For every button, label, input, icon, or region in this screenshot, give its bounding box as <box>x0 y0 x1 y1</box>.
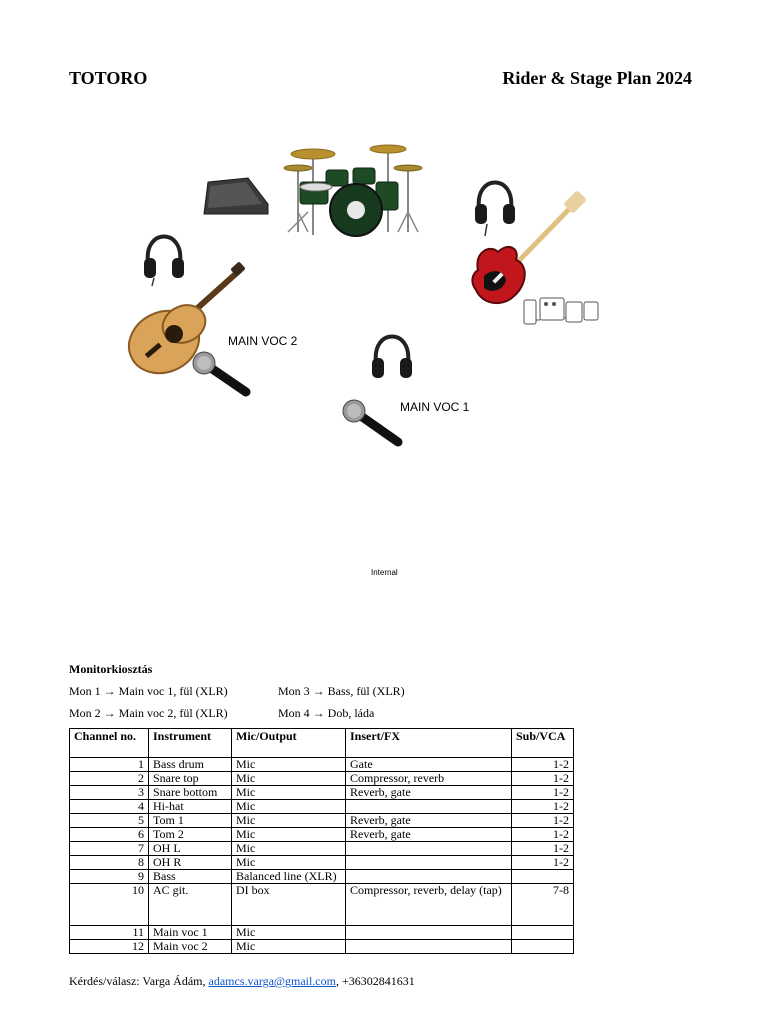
sub-vca-cell: 1-2 <box>512 800 574 814</box>
instrument-cell: Bass drum <box>149 758 232 772</box>
channel-table-header <box>70 729 574 758</box>
table-row <box>70 842 574 856</box>
main-voc-1-label: MAIN VOC 1 <box>400 400 470 414</box>
mic-output-cell: Mic <box>232 926 346 940</box>
instrument-cell: Main voc 2 <box>149 940 232 954</box>
insert-fx-cell <box>346 856 512 870</box>
mic-output-cell: Mic <box>232 856 346 870</box>
insert-fx-cell <box>346 842 512 856</box>
header-instrument: Instrument <box>149 729 232 758</box>
instrument-cell: Bass <box>149 870 232 884</box>
sub-vca-cell <box>512 870 574 884</box>
sub-vca-cell: 1-2 <box>512 814 574 828</box>
sub-vca-cell <box>512 940 574 954</box>
channel-number: 5 <box>70 814 149 828</box>
insert-fx-cell: Gate <box>346 758 512 772</box>
insert-fx-cell <box>346 940 512 954</box>
channel-number: 6 <box>70 828 149 842</box>
header-sub-vca: Sub/VCA <box>512 729 574 758</box>
sub-vca-cell <box>512 926 574 940</box>
contact-phone: , +36302841631 <box>335 974 415 988</box>
sub-vca-cell: 1-2 <box>512 786 574 800</box>
band-name: TOTORO <box>69 68 148 88</box>
table-row <box>70 856 574 870</box>
table-row <box>70 926 574 940</box>
headphones-icon <box>370 324 414 384</box>
instrument-cell: Main voc 1 <box>149 926 232 940</box>
insert-fx-cell <box>346 870 512 884</box>
sub-vca-cell: 1-2 <box>512 772 574 786</box>
channel-number: 9 <box>70 870 149 884</box>
insert-fx-cell: Compressor, reverb, delay (tap) <box>346 884 512 926</box>
table-row <box>70 786 574 800</box>
sub-vca-cell: 1-2 <box>512 856 574 870</box>
header-insert-fx: Insert/FX <box>346 729 512 758</box>
mic-output-cell: DI box <box>232 884 346 926</box>
channel-number: 1 <box>70 758 149 772</box>
channel-number: 7 <box>70 842 149 856</box>
contact-email-link[interactable]: adamcs.varga@gmail.com <box>208 974 336 988</box>
table-row <box>70 772 574 786</box>
insert-fx-cell <box>346 926 512 940</box>
table-row <box>70 814 574 828</box>
mic-output-cell: Mic <box>232 758 346 772</box>
mic-output-cell: Mic <box>232 814 346 828</box>
monitor-3-line: Mon 3 → Bass, fül (XLR) <box>278 684 405 698</box>
monitors-title: Monitorkiosztás <box>69 662 153 676</box>
wedge-monitor-icon <box>200 178 270 218</box>
channel-number: 11 <box>70 926 149 940</box>
channel-number: 2 <box>70 772 149 786</box>
microphone-icon <box>192 352 252 398</box>
bass-guitar-icon <box>468 192 588 312</box>
table-row <box>70 940 574 954</box>
insert-fx-cell: Compressor, reverb <box>346 772 512 786</box>
channel-number: 12 <box>70 940 149 954</box>
channel-number: 3 <box>70 786 149 800</box>
mic-output-cell: Mic <box>232 786 346 800</box>
channel-table <box>69 728 574 954</box>
contact-line <box>69 974 415 989</box>
instrument-cell: OH R <box>149 856 232 870</box>
monitor-1-line: Mon 1 → Main voc 1, fül (XLR) <box>69 684 228 698</box>
insert-fx-cell: Reverb, gate <box>346 814 512 828</box>
main-voc-2-label: MAIN VOC 2 <box>228 334 298 348</box>
internal-label: Internal <box>371 568 398 577</box>
table-row <box>70 800 574 814</box>
sub-vca-cell: 1-2 <box>512 842 574 856</box>
instrument-cell: AC git. <box>149 884 232 926</box>
header-channel-no: Channel no. <box>70 729 149 758</box>
insert-fx-cell <box>346 800 512 814</box>
mic-output-cell: Balanced line (XLR) <box>232 870 346 884</box>
insert-fx-cell: Reverb, gate <box>346 828 512 842</box>
mic-output-cell: Mic <box>232 828 346 842</box>
instrument-cell: Hi-hat <box>149 800 232 814</box>
channel-number: 10 <box>70 884 149 926</box>
instrument-cell: Snare top <box>149 772 232 786</box>
table-row <box>70 870 574 884</box>
instrument-cell: Tom 1 <box>149 814 232 828</box>
table-row <box>70 884 574 926</box>
table-row <box>70 828 574 842</box>
microphone-icon <box>342 400 404 448</box>
mic-output-cell: Mic <box>232 842 346 856</box>
insert-fx-cell: Reverb, gate <box>346 786 512 800</box>
monitor-4-line: Mon 4 → Dob, láda <box>278 706 375 720</box>
mic-output-cell: Mic <box>232 940 346 954</box>
table-row <box>70 758 574 772</box>
sub-vca-cell: 1-2 <box>512 758 574 772</box>
sub-vca-cell: 7-8 <box>512 884 574 926</box>
effects-pedals-icon <box>522 296 602 328</box>
mic-output-cell: Mic <box>232 772 346 786</box>
document-title: Rider & Stage Plan 2024 <box>502 68 692 88</box>
channel-number: 8 <box>70 856 149 870</box>
header-mic-output: Mic/Output <box>232 729 346 758</box>
drum-kit-icon <box>268 140 428 240</box>
instrument-cell: Snare bottom <box>149 786 232 800</box>
contact-prefix: Kérdés/válasz: Varga Ádám, <box>69 974 209 988</box>
instrument-cell: OH L <box>149 842 232 856</box>
sub-vca-cell: 1-2 <box>512 828 574 842</box>
instrument-cell: Tom 2 <box>149 828 232 842</box>
mic-output-cell: Mic <box>232 800 346 814</box>
monitor-2-line: Mon 2 → Main voc 2, fül (XLR) <box>69 706 228 720</box>
channel-number: 4 <box>70 800 149 814</box>
